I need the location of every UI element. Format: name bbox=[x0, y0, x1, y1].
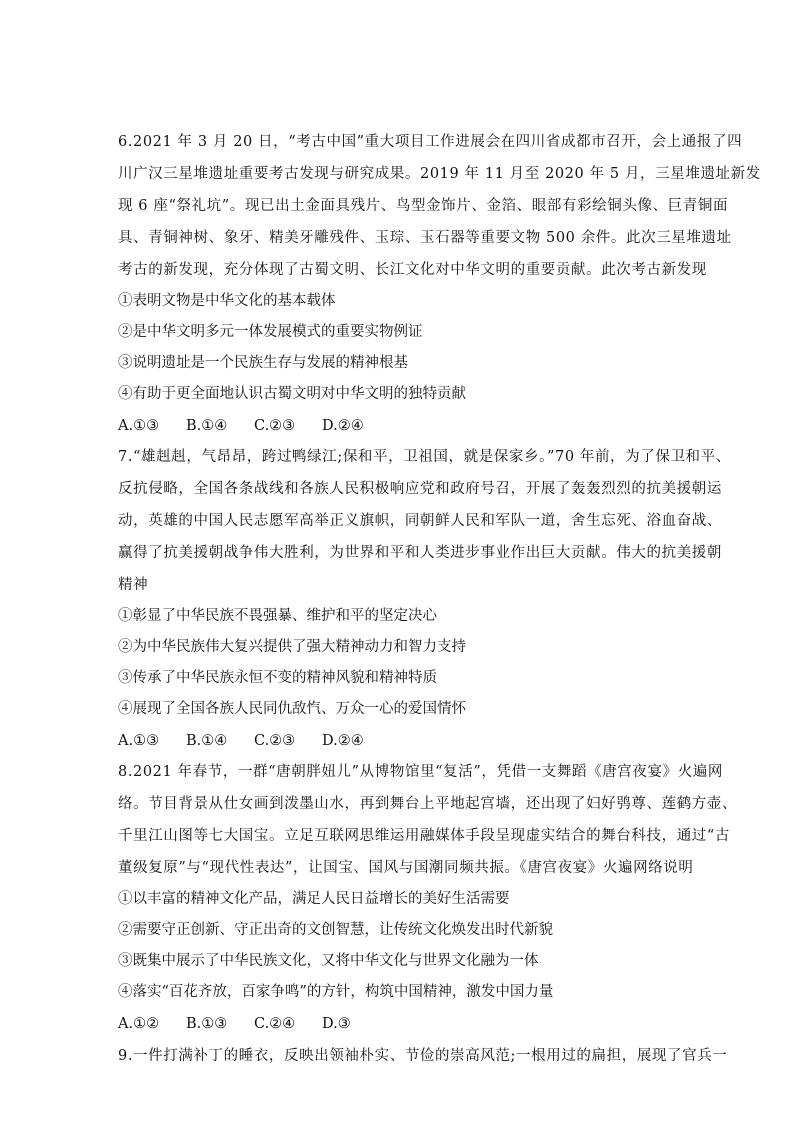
q8-item-2: ②需要守正创新、守正出奇的文创智慧，让传统文化焕发出时代新貌 bbox=[118, 922, 553, 938]
q6-item-3: ③说明遗址是一个民族生存与发展的精神根基 bbox=[118, 355, 408, 371]
q7-stem-line-2: 反抗侵略，全国各条战线和各族人民积极响应党和政府号召，开展了轰轰烈烈的抗美援朝运 bbox=[118, 481, 722, 497]
q6-option-a[interactable]: A.①③ bbox=[118, 418, 160, 434]
q8-item-3: ③既集中展示了中华民族文化，又将中华文化与世界文化融为一体 bbox=[118, 953, 539, 969]
q6-stem-line-4: 具、青铜神树、象牙、精美牙雕残件、玉琮、玉石器等重要文物 500 余件。此次三星堆遗址 bbox=[118, 230, 732, 246]
q7-option-d[interactable]: D.②④ bbox=[322, 733, 364, 749]
q6-stem-line-1: 6.2021 年 3 月 20 日，“考古中国”重大项目工作进展会在四川省成都市召开，会上通报了四 bbox=[118, 134, 743, 150]
q8-option-d[interactable]: D.③ bbox=[322, 1016, 351, 1032]
q6-stem-line-2: 川广汉三星堆遗址重要考古发现与研究成果。2019 年 11 月至 2020 年 5 月，三星堆遗址新发 bbox=[118, 166, 761, 182]
q6-item-4: ④有助于更全面地认识古蜀文明对中华文明的独特贡献 bbox=[118, 386, 466, 402]
q7-item-1: ①彰显了中华民族不畏强暴、维护和平的坚定决心 bbox=[118, 608, 437, 624]
q6-option-d[interactable]: D.②④ bbox=[322, 418, 364, 434]
q6-item-2: ②是中华文明多元一体发展模式的重要实物例证 bbox=[118, 324, 423, 340]
q8-stem-line-3: 千里江山图等七大国宝。立足互联网思维运用融媒体手段呈现虚实结合的舞台科技，通过“古 bbox=[118, 828, 731, 844]
q7-stem-line-5: 精神 bbox=[118, 577, 149, 593]
q6-item-1: ①表明文物是中华文化的基本载体 bbox=[118, 293, 336, 309]
q6-option-b[interactable]: B.①④ bbox=[186, 418, 228, 434]
q8-option-b[interactable]: B.①③ bbox=[186, 1016, 228, 1032]
q8-stem-line-2: 络。节目背景从仕女画到泼墨山水，再到舞台上平地起宫墙，还出现了妇好鸮尊、莲鹤方壶、 bbox=[118, 796, 738, 812]
q7-stem-line-4: 赢得了抗美援朝战争伟大胜利，为世界和平和人类进步事业作出巨大贡献。伟大的抗美援朝 bbox=[118, 545, 722, 561]
q7-item-3: ③传承了中华民族永恒不变的精神风貌和精神特质 bbox=[118, 670, 437, 686]
q6-options bbox=[118, 416, 390, 436]
q7-item-2: ②为中华民族伟大复兴提供了强大精神动力和智力支持 bbox=[118, 639, 466, 655]
q7-stem-line-3: 动，英雄的中国人民志愿军高举正义旗帜，同朝鲜人民和军队一道，舍生忘死、浴血奋战、 bbox=[118, 513, 722, 529]
q8-item-1: ①以丰富的精神文化产品，满足人民日益增长的美好生活需要 bbox=[118, 891, 510, 907]
q8-item-4: ④落实“百花齐放，百家争鸣”的方针，构筑中国精神，激发中国力量 bbox=[118, 984, 554, 1000]
q7-options bbox=[118, 731, 390, 751]
q6-stem-line-5: 考古的新发现，充分体现了古蜀文明、长江文化对中华文明的重要贡献。此次考古新发现 bbox=[118, 262, 707, 278]
q8-stem-line-4: 董级复原”与“现代性表达”，让国宝、国风与国潮同频共振。《唐宫夜宴》火遍网络说明 bbox=[118, 860, 694, 876]
q7-item-4: ④展现了全国各族人民同仇敌忾、万众一心的爱国情怀 bbox=[118, 701, 466, 717]
q6-stem-line-3: 现 6 座“祭礼坑”。现已出土金面具残片、鸟型金饰片、金箔、眼部有彩绘铜头像、巨青铜面 bbox=[118, 198, 729, 214]
q8-options bbox=[118, 1014, 390, 1034]
q7-option-a[interactable]: A.①③ bbox=[118, 733, 160, 749]
q7-option-b[interactable]: B.①④ bbox=[186, 733, 228, 749]
q8-option-c[interactable]: C.②④ bbox=[254, 1016, 296, 1032]
q7-stem-line-1: 7.“雄赳赳，气昂昂，跨过鸭绿江;保和平，卫祖国，就是保家乡。”70 年前，为了保卫和平、 bbox=[118, 449, 731, 465]
q8-stem-line-1: 8.2021 年春节，一群“唐朝胖妞儿”从博物馆里“复活”，凭借一支舞蹈《唐宫夜宴》火遍网 bbox=[118, 764, 723, 780]
q9-stem-line-1: 9.一件打满补丁的睡衣，反映出领袖朴实、节俭的崇高风范;一根用过的扁担，展现了官兵一 bbox=[118, 1048, 728, 1064]
q8-option-a[interactable]: A.①② bbox=[118, 1016, 160, 1032]
q6-option-c[interactable]: C.②③ bbox=[254, 418, 296, 434]
q7-option-c[interactable]: C.②③ bbox=[254, 733, 296, 749]
